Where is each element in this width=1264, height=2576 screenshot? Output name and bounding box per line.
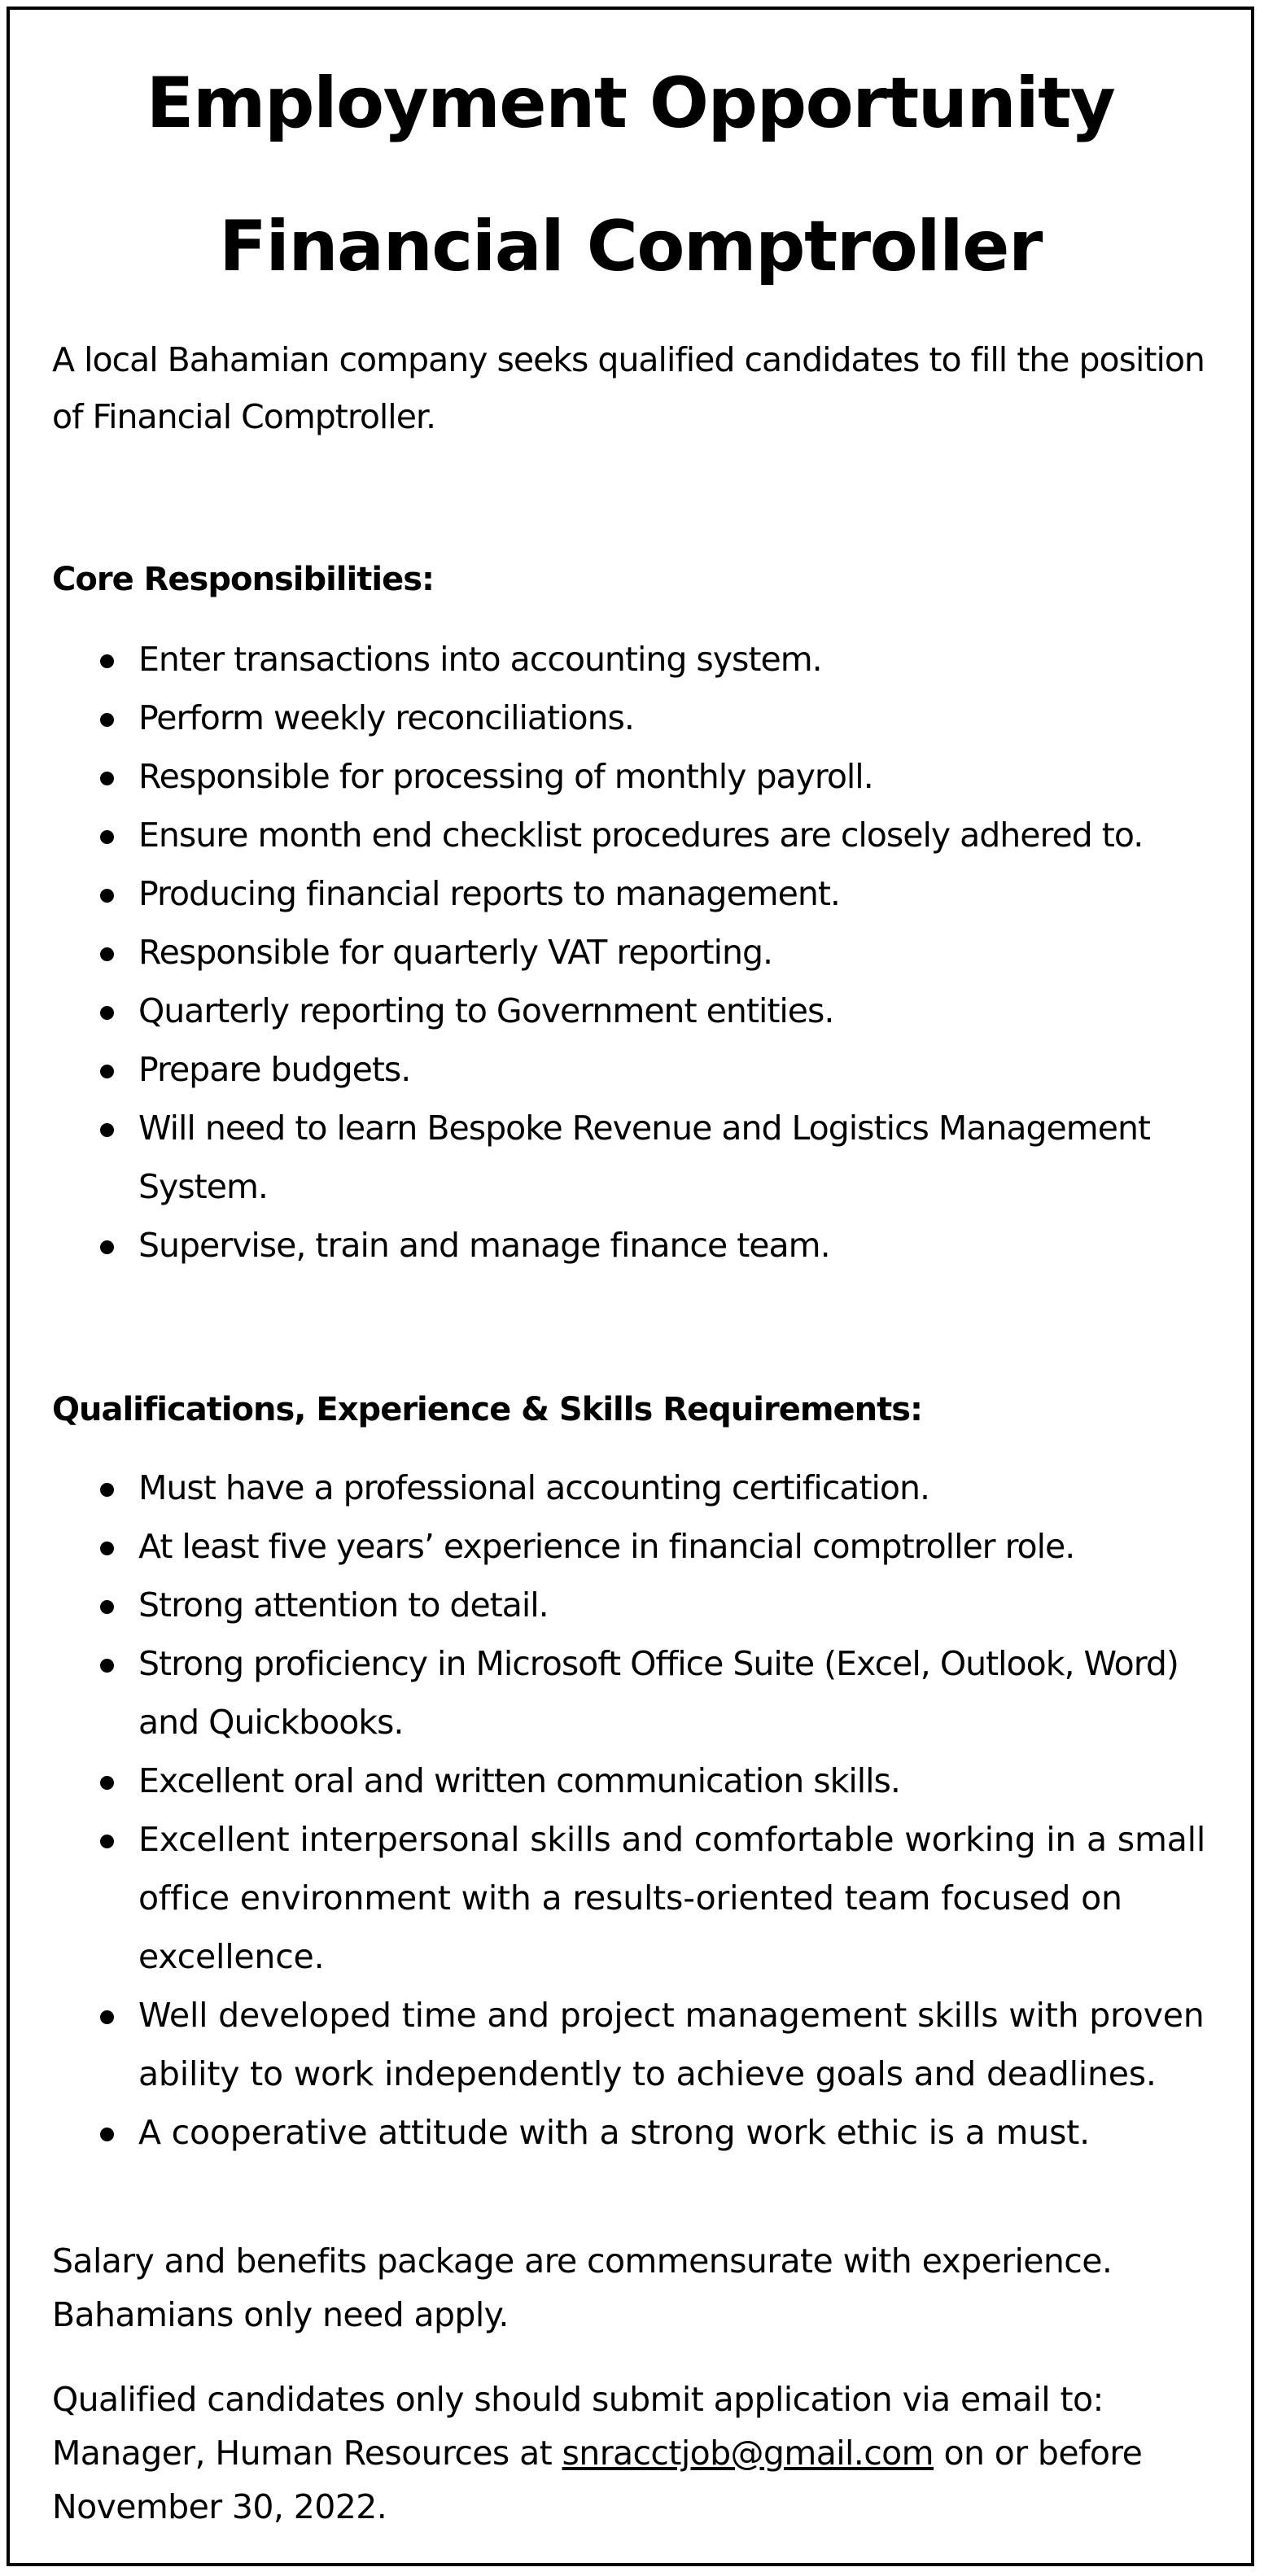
- list-item: Responsible for processing of monthly payroll.: [10, 747, 1206, 806]
- bullet-icon: [100, 654, 114, 668]
- bullet-icon: [100, 1483, 114, 1497]
- salary-line: Salary and benefits package are commensurate with experience.: [52, 2241, 1113, 2281]
- list-item: At least five years’ experience in financial comptroller role.: [10, 1517, 1206, 1576]
- bullet-icon: [100, 1123, 114, 1137]
- bullet-icon: [100, 1835, 114, 1848]
- list-item: Well developed time and project management skills with proven ability to work independently to achieve goals and deadlines.: [10, 1986, 1206, 2103]
- salary-note: [52, 2234, 1240, 2342]
- list-item: Will need to learn Bespoke Revenue and Logistics Management System.: [10, 1099, 1206, 1216]
- bullet-icon: [100, 1065, 114, 1078]
- job-posting: [7, 7, 1254, 2566]
- eligibility-line: Bahamians only need apply.: [52, 2295, 509, 2334]
- list-item: A cooperative attitude with a strong work ethic is a must.: [10, 2103, 1206, 2162]
- responsibilities-list: [10, 630, 1206, 1275]
- bullet-icon: [100, 1006, 114, 1020]
- bullet-icon: [100, 713, 114, 727]
- bullet-icon: [100, 2128, 114, 2141]
- list-item: Prepare budgets.: [10, 1040, 1206, 1099]
- list-item: Must have a professional accounting certification.: [10, 1459, 1206, 1517]
- list-item: Producing financial reports to management.: [10, 864, 1206, 923]
- page-title: Employment Opportunity: [146, 63, 1115, 144]
- list-item: Enter transactions into accounting system.: [10, 630, 1206, 689]
- list-item: Ensure month end checklist procedures are closely adhered to.: [10, 806, 1206, 864]
- apply-line: Qualified candidates only should submit application via email to:: [52, 2380, 1104, 2419]
- list-item: Excellent interpersonal skills and comfortable working in a small office environment with a results-oriented team focused on excellence.: [10, 1810, 1206, 1986]
- bullet-icon: [100, 830, 114, 844]
- contact-suffix: on or before: [943, 2434, 1143, 2473]
- qualifications-heading: Qualifications, Experience & Skills Requirements:: [52, 1391, 923, 1428]
- bullet-icon: [100, 1240, 114, 1254]
- qualifications-list: [10, 1459, 1206, 2162]
- bullet-icon: [100, 1659, 114, 1673]
- application-instructions: [52, 2373, 1240, 2534]
- list-item: Supervise, train and manage finance team.: [10, 1216, 1206, 1275]
- list-item: Strong proficiency in Microsoft Office Suite (Excel, Outlook, Word) and Quickbooks.: [10, 1634, 1206, 1752]
- bullet-icon: [100, 1776, 114, 1790]
- bullet-icon: [100, 772, 114, 785]
- bullet-icon: [100, 1600, 114, 1614]
- bullet-icon: [100, 2010, 114, 2024]
- responsibilities-heading: Core Responsibilities:: [52, 561, 434, 598]
- list-item: Perform weekly reconciliations.: [10, 689, 1206, 747]
- list-item: Responsible for quarterly VAT reporting.: [10, 923, 1206, 982]
- intro-paragraph: A local Bahamian company seeks qualified candidates to fill the position of Financial Comptroller.: [52, 340, 1205, 436]
- job-title: Financial Comptroller: [219, 206, 1042, 287]
- email-link[interactable]: snracctjob@gmail.com: [562, 2434, 934, 2473]
- bullet-icon: [100, 1542, 114, 1555]
- deadline: November 30, 2022.: [52, 2487, 387, 2526]
- bullet-icon: [100, 947, 114, 961]
- list-item: Quarterly reporting to Government entities.: [10, 982, 1206, 1040]
- contact-line: [52, 2426, 1240, 2480]
- bullet-icon: [100, 889, 114, 903]
- list-item: Excellent oral and written communication skills.: [10, 1752, 1206, 1810]
- contact-prefix: Manager, Human Resources at: [52, 2434, 553, 2473]
- list-item: Strong attention to detail.: [10, 1576, 1206, 1634]
